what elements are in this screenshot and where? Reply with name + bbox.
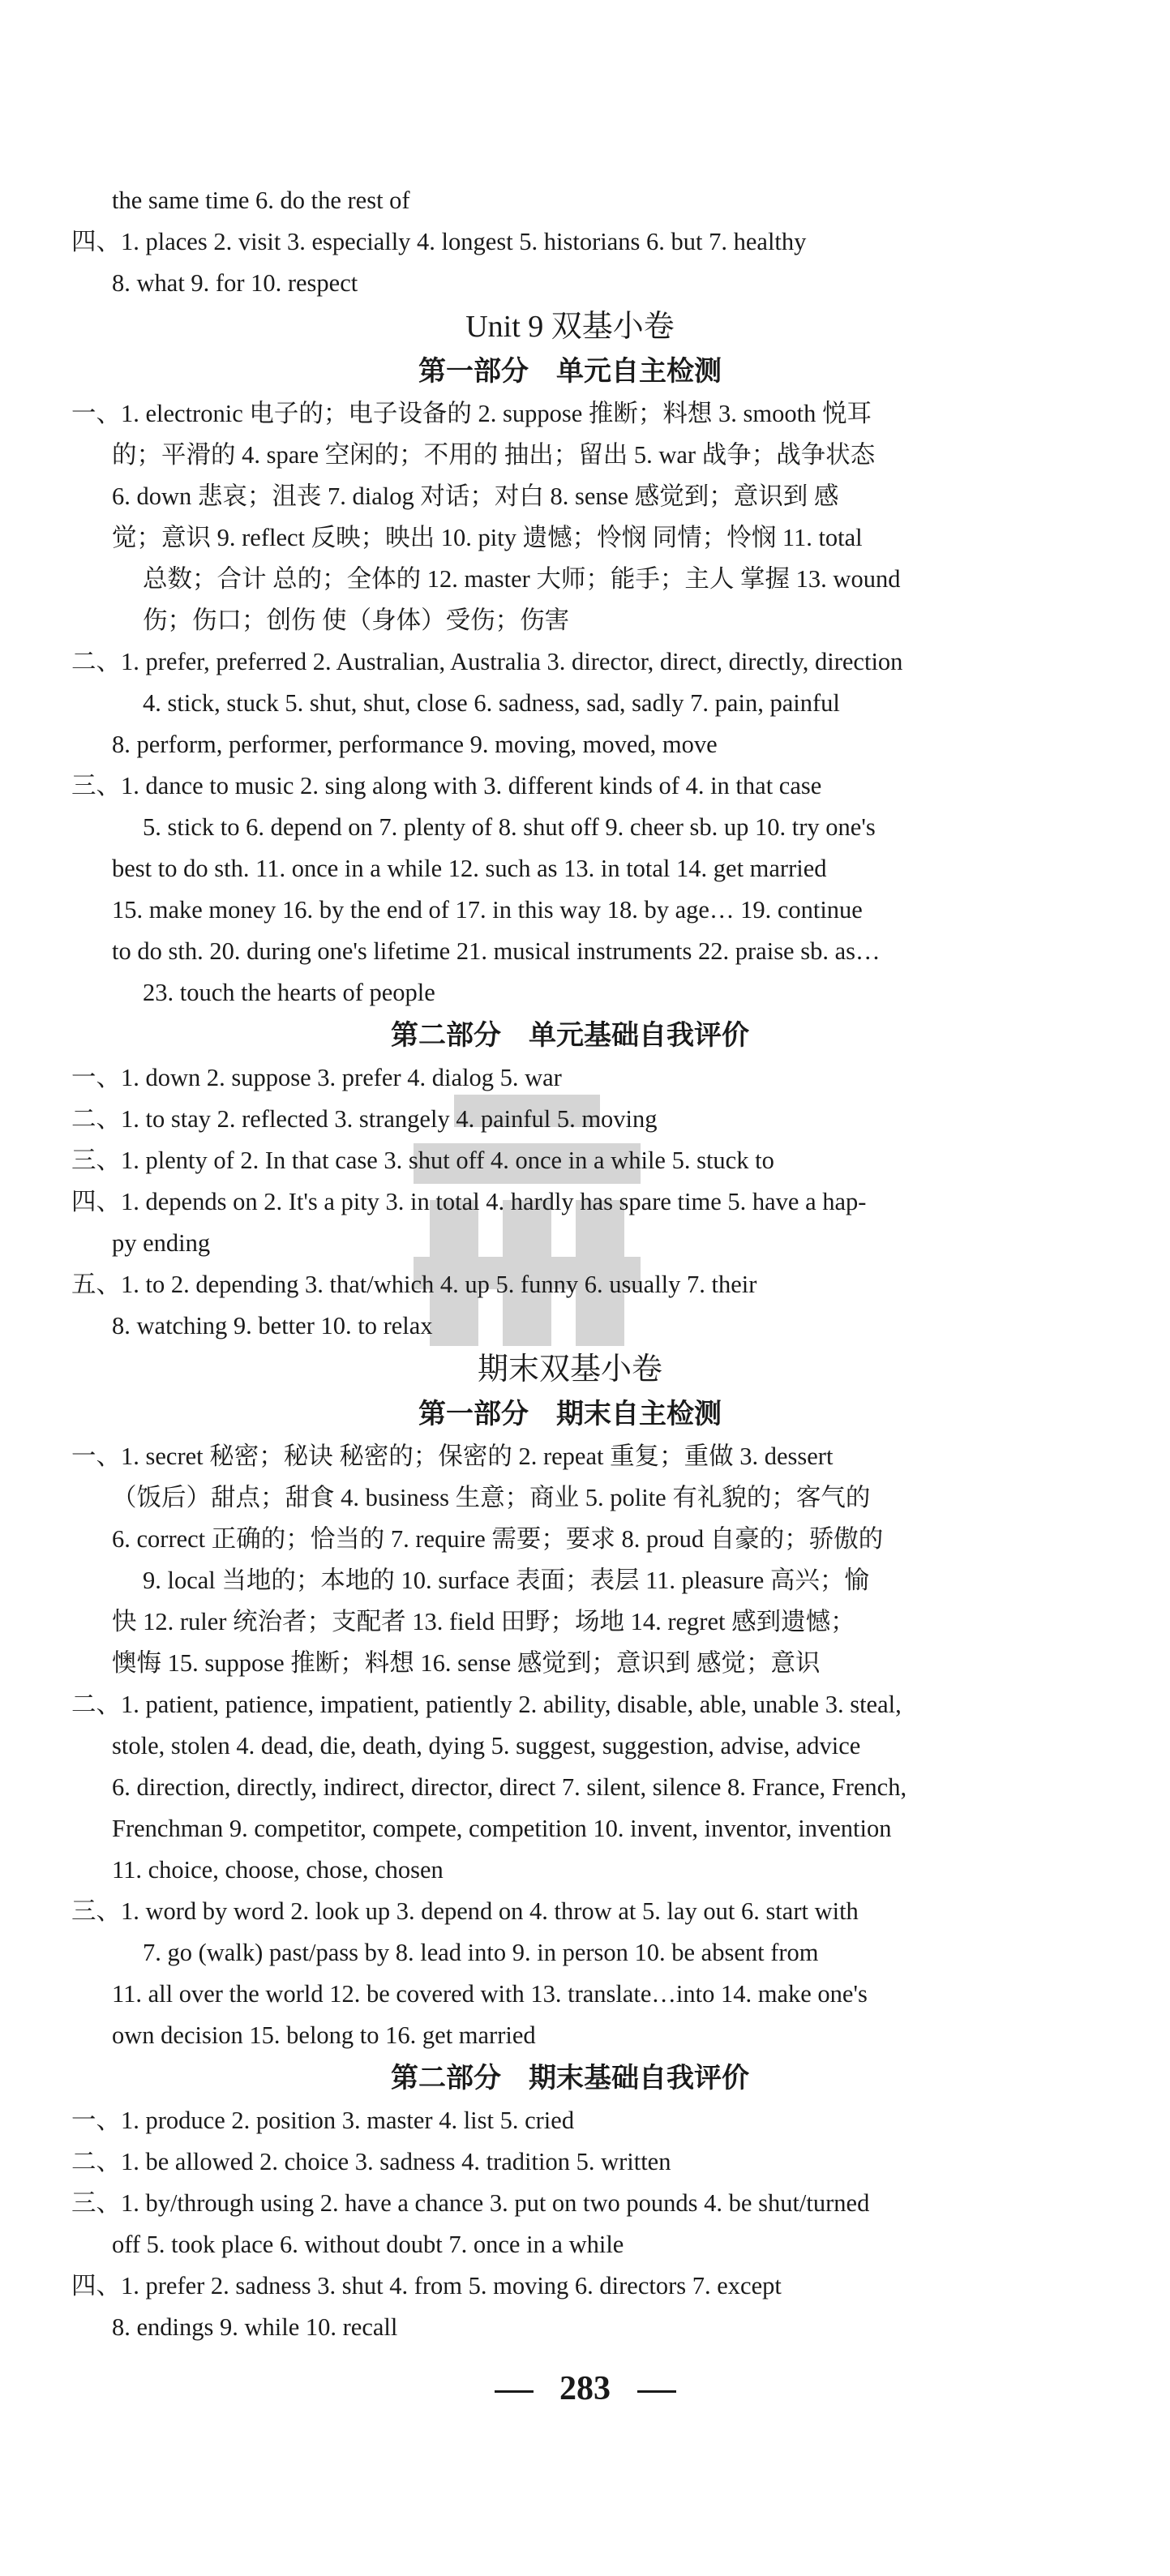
- answer-line: 8. perform, performer, performance 9. moving, moved, move: [112, 731, 718, 758]
- answer-line: 11. all over the world 12. be covered with 13. translate…into 14. make one's: [112, 1980, 868, 2008]
- answer-line: 6. down 悲哀；沮丧 7. dialog 对话；对白 8. sense 感觉到；意识到 感: [112, 482, 839, 510]
- answer-line: 二、1. be allowed 2. choice 3. sadness 4. tradition 5. written: [71, 2148, 671, 2175]
- answer-line: 9. local 当地的；本地的 10. surface 表面；表层 11. pleasure 高兴；愉: [143, 1567, 869, 1594]
- page-number-dash-left: [495, 2390, 534, 2393]
- answer-line: 四、1. places 2. visit 3. especially 4. longest 5. historians 6. but 7. healthy: [71, 228, 807, 255]
- answer-line: 11. choice, choose, chose, chosen: [112, 1856, 444, 1884]
- page-number-value: 283: [559, 2370, 611, 2407]
- answer-line: 三、1. word by word 2. look up 3. depend on 4. throw at 5. lay out 6. start with: [71, 1897, 859, 1925]
- answer-line: 总数；合计 总的；全体的 12. master 大师；能手；主人 掌握 13. wound: [143, 565, 901, 593]
- answer-line: 快 12. ruler 统治者；支配者 13. field 田野；场地 14. regret 感到遗憾；: [112, 1608, 855, 1635]
- answer-line: 二、1. prefer, preferred 2. Australian, Australia 3. director, direct, directly, direction: [71, 648, 903, 675]
- answer-line: 懊悔 15. suppose 推断；料想 16. sense 感觉到；意识到 感觉；意识: [112, 1649, 821, 1677]
- unit-title: Unit 9 双基小卷: [465, 310, 675, 344]
- answer-line: 6. correct 正确的；恰当的 7. require 需要；要求 8. proud 自豪的；骄傲的: [112, 1525, 884, 1553]
- answer-line: py ending: [112, 1229, 211, 1257]
- answer-line: 四、1. depends on 2. It's a pity 3. in total 4. hardly has spare time 5. have a hap-: [71, 1188, 867, 1215]
- answer-line: 三、1. plenty of 2. In that case 3. shut off 4. once in a while 5. stuck to: [71, 1147, 774, 1174]
- page-number: [0, 2366, 1170, 2411]
- answer-line: 二、1. patient, patience, impatient, patiently 2. ability, disable, able, unable 3. steal,: [71, 1691, 902, 1718]
- page-number-dash-right: [637, 2390, 676, 2393]
- answer-line: 7. go (walk) past/pass by 8. lead into 9. in person 10. be absent from: [143, 1939, 819, 1966]
- answer-line: own decision 15. belong to 16. get married: [112, 2021, 536, 2049]
- answer-line: 的；平滑的 4. spare 空闲的；不用的 抽出；留出 5. war 战争；战争状态: [112, 441, 876, 469]
- answer-line: best to do sth. 11. once in a while 12. such as 13. in total 14. get married: [112, 855, 827, 882]
- answer-line: 一、1. produce 2. position 3. master 4. list 5. cried: [71, 2107, 575, 2134]
- answer-line: 一、1. secret 秘密；秘诀 秘密的；保密的 2. repeat 重复；重做 3. dessert: [71, 1442, 834, 1470]
- answer-line: 15. make money 16. by the end of 17. in this way 18. by age… 19. continue: [112, 896, 863, 924]
- answer-content: [71, 180, 1069, 2348]
- answer-line: 5. stick to 6. depend on 7. plenty of 8. shut off 9. cheer sb. up 10. try one's: [143, 813, 876, 841]
- section-heading: 第二部分 期末基础自我评价: [391, 2062, 749, 2094]
- answer-line: 觉；意识 9. reflect 反映；映出 10. pity 遗憾；怜悯 同情；怜悯 11. total: [112, 524, 863, 551]
- answer-line: 8. watching 9. better 10. to relax: [112, 1312, 433, 1339]
- answer-line: 6. direction, directly, indirect, director, direct 7. silent, silence 8. France, French,: [112, 1773, 907, 1801]
- answer-line: off 5. took place 6. without doubt 7. once in a while: [112, 2231, 624, 2258]
- section-heading: 第一部分 期末自主检测: [418, 1398, 722, 1430]
- section-heading: 第一部分 单元自主检测: [418, 355, 722, 388]
- answer-line: 伤；伤口；创伤 使（身体）受伤；伤害: [143, 606, 570, 634]
- answer-line: to do sth. 20. during one's lifetime 21. musical instruments 22. praise sb. as…: [112, 937, 881, 965]
- answer-line: 一、1. electronic 电子的；电子设备的 2. suppose 推断；料想 3. smooth 悦耳: [71, 400, 872, 427]
- answer-line: 三、1. dance to music 2. sing along with 3. different kinds of 4. in that case: [71, 772, 822, 799]
- answer-line: 8. what 9. for 10. respect: [112, 269, 358, 297]
- answer-line: 三、1. by/through using 2. have a chance 3. put on two pounds 4. be shut/turned: [71, 2189, 870, 2217]
- answer-line: Frenchman 9. competitor, compete, competition 10. invent, inventor, invention: [112, 1815, 892, 1842]
- answer-line: stole, stolen 4. dead, die, death, dying 5. suggest, suggestion, advise, advice: [112, 1732, 861, 1759]
- answer-line: 四、1. prefer 2. sadness 3. shut 4. from 5. moving 6. directors 7. except: [71, 2272, 782, 2300]
- answer-line: 23. touch the hearts of people: [143, 979, 435, 1006]
- answer-line: the same time 6. do the rest of: [112, 186, 410, 214]
- answer-line: （饭后）甜点；甜食 4. business 生意；商业 5. polite 有礼貌的；客气的: [112, 1484, 871, 1511]
- section-heading: 第二部分 单元基础自我评价: [391, 1019, 749, 1052]
- answer-line: 一、1. down 2. suppose 3. prefer 4. dialog 5. war: [71, 1064, 562, 1091]
- answer-line: 五、1. to 2. depending 3. that/which 4. up 5. funny 6. usually 7. their: [71, 1271, 757, 1298]
- final-test-title: 期末双基小卷: [477, 1352, 662, 1387]
- answer-line: 二、1. to stay 2. reflected 3. strangely 4. painful 5. moving: [71, 1105, 658, 1133]
- answer-line: 8. endings 9. while 10. recall: [112, 2313, 398, 2341]
- answer-line: 4. stick, stuck 5. shut, shut, close 6. sadness, sad, sadly 7. pain, painful: [143, 689, 840, 717]
